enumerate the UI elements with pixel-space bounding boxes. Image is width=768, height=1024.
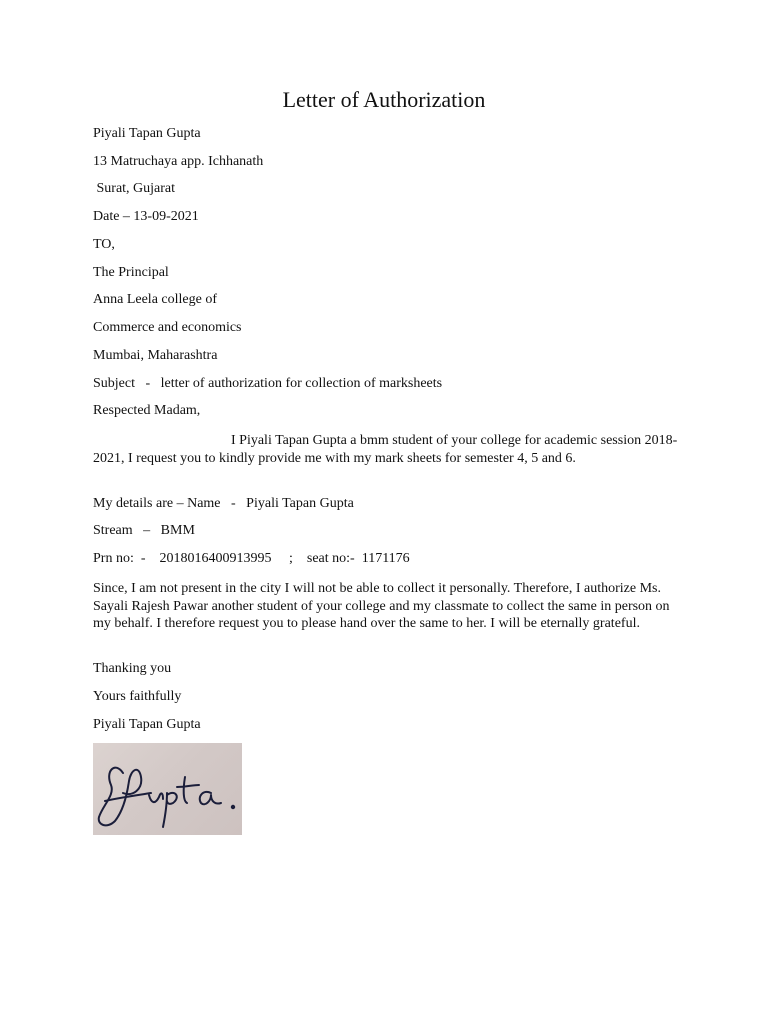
- sender-address-line2: Surat, Gujarat: [93, 181, 176, 196]
- salutation: Respected Madam,: [93, 403, 201, 418]
- body-paragraph-2: Since, I am not present in the city I will not be able to collect it personally. Therefore, I authorize Ms. Sayali Rajesh Pawar another student of your college and my classmate to collect the same in person on my behalf. I therefore request you to please hand over the same to her. I will be eternally grateful.: [93, 581, 670, 631]
- recipient-college-line1: Anna Leela college of: [93, 292, 217, 307]
- recipient-college-line2: Commerce and economics: [93, 320, 242, 335]
- letter-title: Letter of Authorization: [282, 87, 486, 112]
- prn-seat-line: Prn no: - 2018016400913995 ; seat no:- 1171176: [93, 551, 410, 566]
- date-line: Date – 13-09-2021: [93, 209, 199, 224]
- signature-drawing: [93, 743, 242, 835]
- closing-signoff: Yours faithfully: [93, 689, 182, 704]
- recipient-title: The Principal: [93, 265, 169, 280]
- closing-name: Piyali Tapan Gupta: [93, 717, 201, 732]
- signature-image: [93, 743, 242, 835]
- body-paragraph-1: [93, 432, 683, 467]
- stream-line: Stream – BMM: [93, 523, 195, 538]
- closing-thanks: Thanking you: [93, 661, 172, 676]
- body-paragraph-1-text: I Piyali Tapan Gupta a bmm student of your college for academic session 2018-2021, I request you to kindly provide me with my mark sheets for semester 4, 5 and 6.: [93, 433, 678, 466]
- subject-line: Subject - letter of authorization for collection of marksheets: [93, 376, 443, 391]
- sender-name: Piyali Tapan Gupta: [93, 126, 201, 141]
- recipient-city: Mumbai, Maharashtra: [93, 348, 218, 363]
- to-label: TO,: [93, 237, 115, 252]
- sender-address-line1: 13 Matruchaya app. Ichhanath: [93, 154, 264, 169]
- details-line: My details are – Name - Piyali Tapan Gupta: [93, 496, 354, 511]
